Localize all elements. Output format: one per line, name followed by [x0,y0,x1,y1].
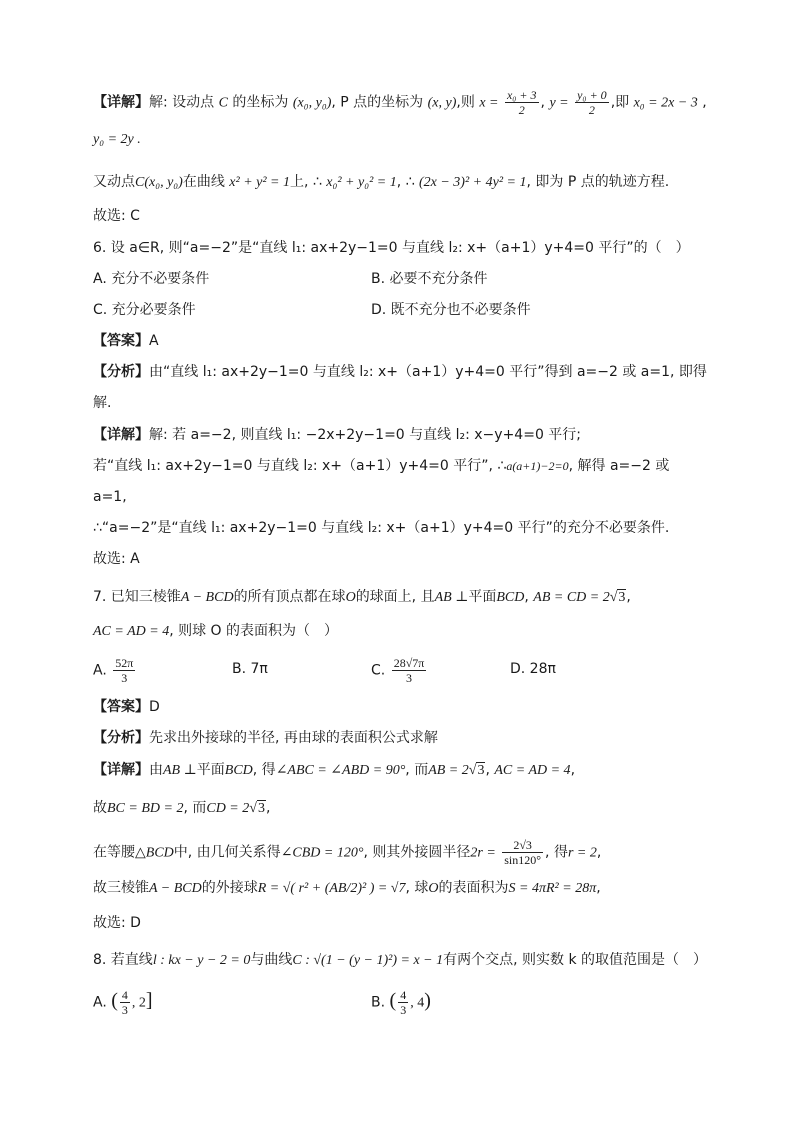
q6-option-c: C. 充分必要条件 [93,302,196,318]
q6-detail-2: 若“直线 l₁: ax+2y−1=0 与直线 l₂: x+（a+1）y+4=0 平行”, ∴a(a+1)−2=0, 解得 a=−2 或 [93,458,670,474]
q6-detail-3: a=1, [93,489,127,505]
q7-detail-3: 在等腰△BCD中, 由几何关系得∠CBD = 120°, 则其外接圆半径2r = $\frac{2√3}{\sin 120^\circ}$ , 得r = 2, [93,838,602,867]
q6-choice: 故选: A [93,551,140,567]
q7-detail-1: 【详解】由AB ⊥平面BCD, 得∠ABC = ∠ABD = 90°, 而AB = 2√3, AC = AD = 4, [93,762,576,778]
q6-analysis: 【分析】由“直线 l₁: ax+2y−1=0 与直线 l₂: x+（a+1）y+4=0 平行”得到 a=−2 或 a=1, 即得 [93,364,707,380]
q5-choice: 故选: C [93,208,140,224]
q8-stem: 8. 若直线l : kx − y − 2 = 0与曲线C : √(1 − (y − 1)²) = x − 1有两个交点, 则实数 k 的取值范围是（ ） [93,952,708,968]
q6-analysis-cont: 解. [93,395,112,411]
q6-option-b: B. 必要不充分条件 [371,271,488,287]
q7-detail-2: 故BC = BD = 2, 而CD = 2√3, [93,800,271,816]
q7-choice: 故选: D [93,915,141,931]
q7-analysis: 【分析】先求出外接球的半径, 再由球的表面积公式求解 [93,730,438,746]
q6-option-a: A. 充分不必要条件 [93,271,210,287]
q5-detail-line: 【详解】解: 设动点 C 的坐标为 (x₀, y₀), P 点的坐标为 (x, y),则 x = $\frac{\text{x₀ + 3}}{2}$ , y = $\frac{\text{y₀ + 0}}{2}$ ,即 x₀ = 2x − 3 , [93,88,707,117]
q6-stem: 6. 设 a∈R, 则“a=−2”是“直线 l₁: ax+2y−1=0 与直线 l₂: x+（a+1）y+4=0 平行”的（ ） [93,240,690,256]
q6-answer: 【答案】A [93,333,159,349]
q6-detail-4: ∴“a=−2”是“直线 l₁: ax+2y−1=0 与直线 l₂: x+（a+1）y+4=0 平行”的充分不必要条件. [93,520,670,536]
detail-tag: 【详解】 [93,94,149,111]
q7-stem-2: AC = AD = 4, 则球 O 的表面积为（ ） [93,623,339,639]
q8-option-b: B. ( $\frac{4}{3}$ , 4) [371,988,431,1017]
q7-option-a: A. $\frac{52\pi}{3}$ [93,656,134,685]
q8-option-a: A. ( $\frac{4}{3}$ , 2] [93,988,153,1017]
q7-stem-1: 7. 已知三棱锥A − BCD的所有顶点都在球O的球面上, 且AB ⊥平面BCD, AB = CD = 2√3, [93,589,631,605]
q7-answer: 【答案】D [93,699,160,715]
q7-option-b: B. 7π [232,661,268,677]
q6-detail-1: 【详解】解: 若 a=−2, 则直线 l₁: −2x+2y−1=0 与直线 l₂: x−y+4=0 平行; [93,427,582,443]
q5-curve-line: 又动点C(x₀, y₀)在曲线 x² + y² = 1上, ∴ x₀² + y₀² = 1, ∴ (2x − 3)² + 4y² = 1, 即为 P 点的轨迹方程. [93,174,670,190]
q7-detail-4: 故三棱锥A − BCD的外接球R = √( r² + (AB/2)² ) = √7, 球O的表面积为S = 4πR² = 28π, [93,880,601,896]
q5-detail-line2: y₀ = 2y . [93,132,141,147]
q7-option-c: C. $\frac{28√7\pi}{3}$ [371,656,425,685]
q6-option-d: D. 既不充分也不必要条件 [371,302,531,318]
q7-option-d: D. 28π [510,661,556,677]
